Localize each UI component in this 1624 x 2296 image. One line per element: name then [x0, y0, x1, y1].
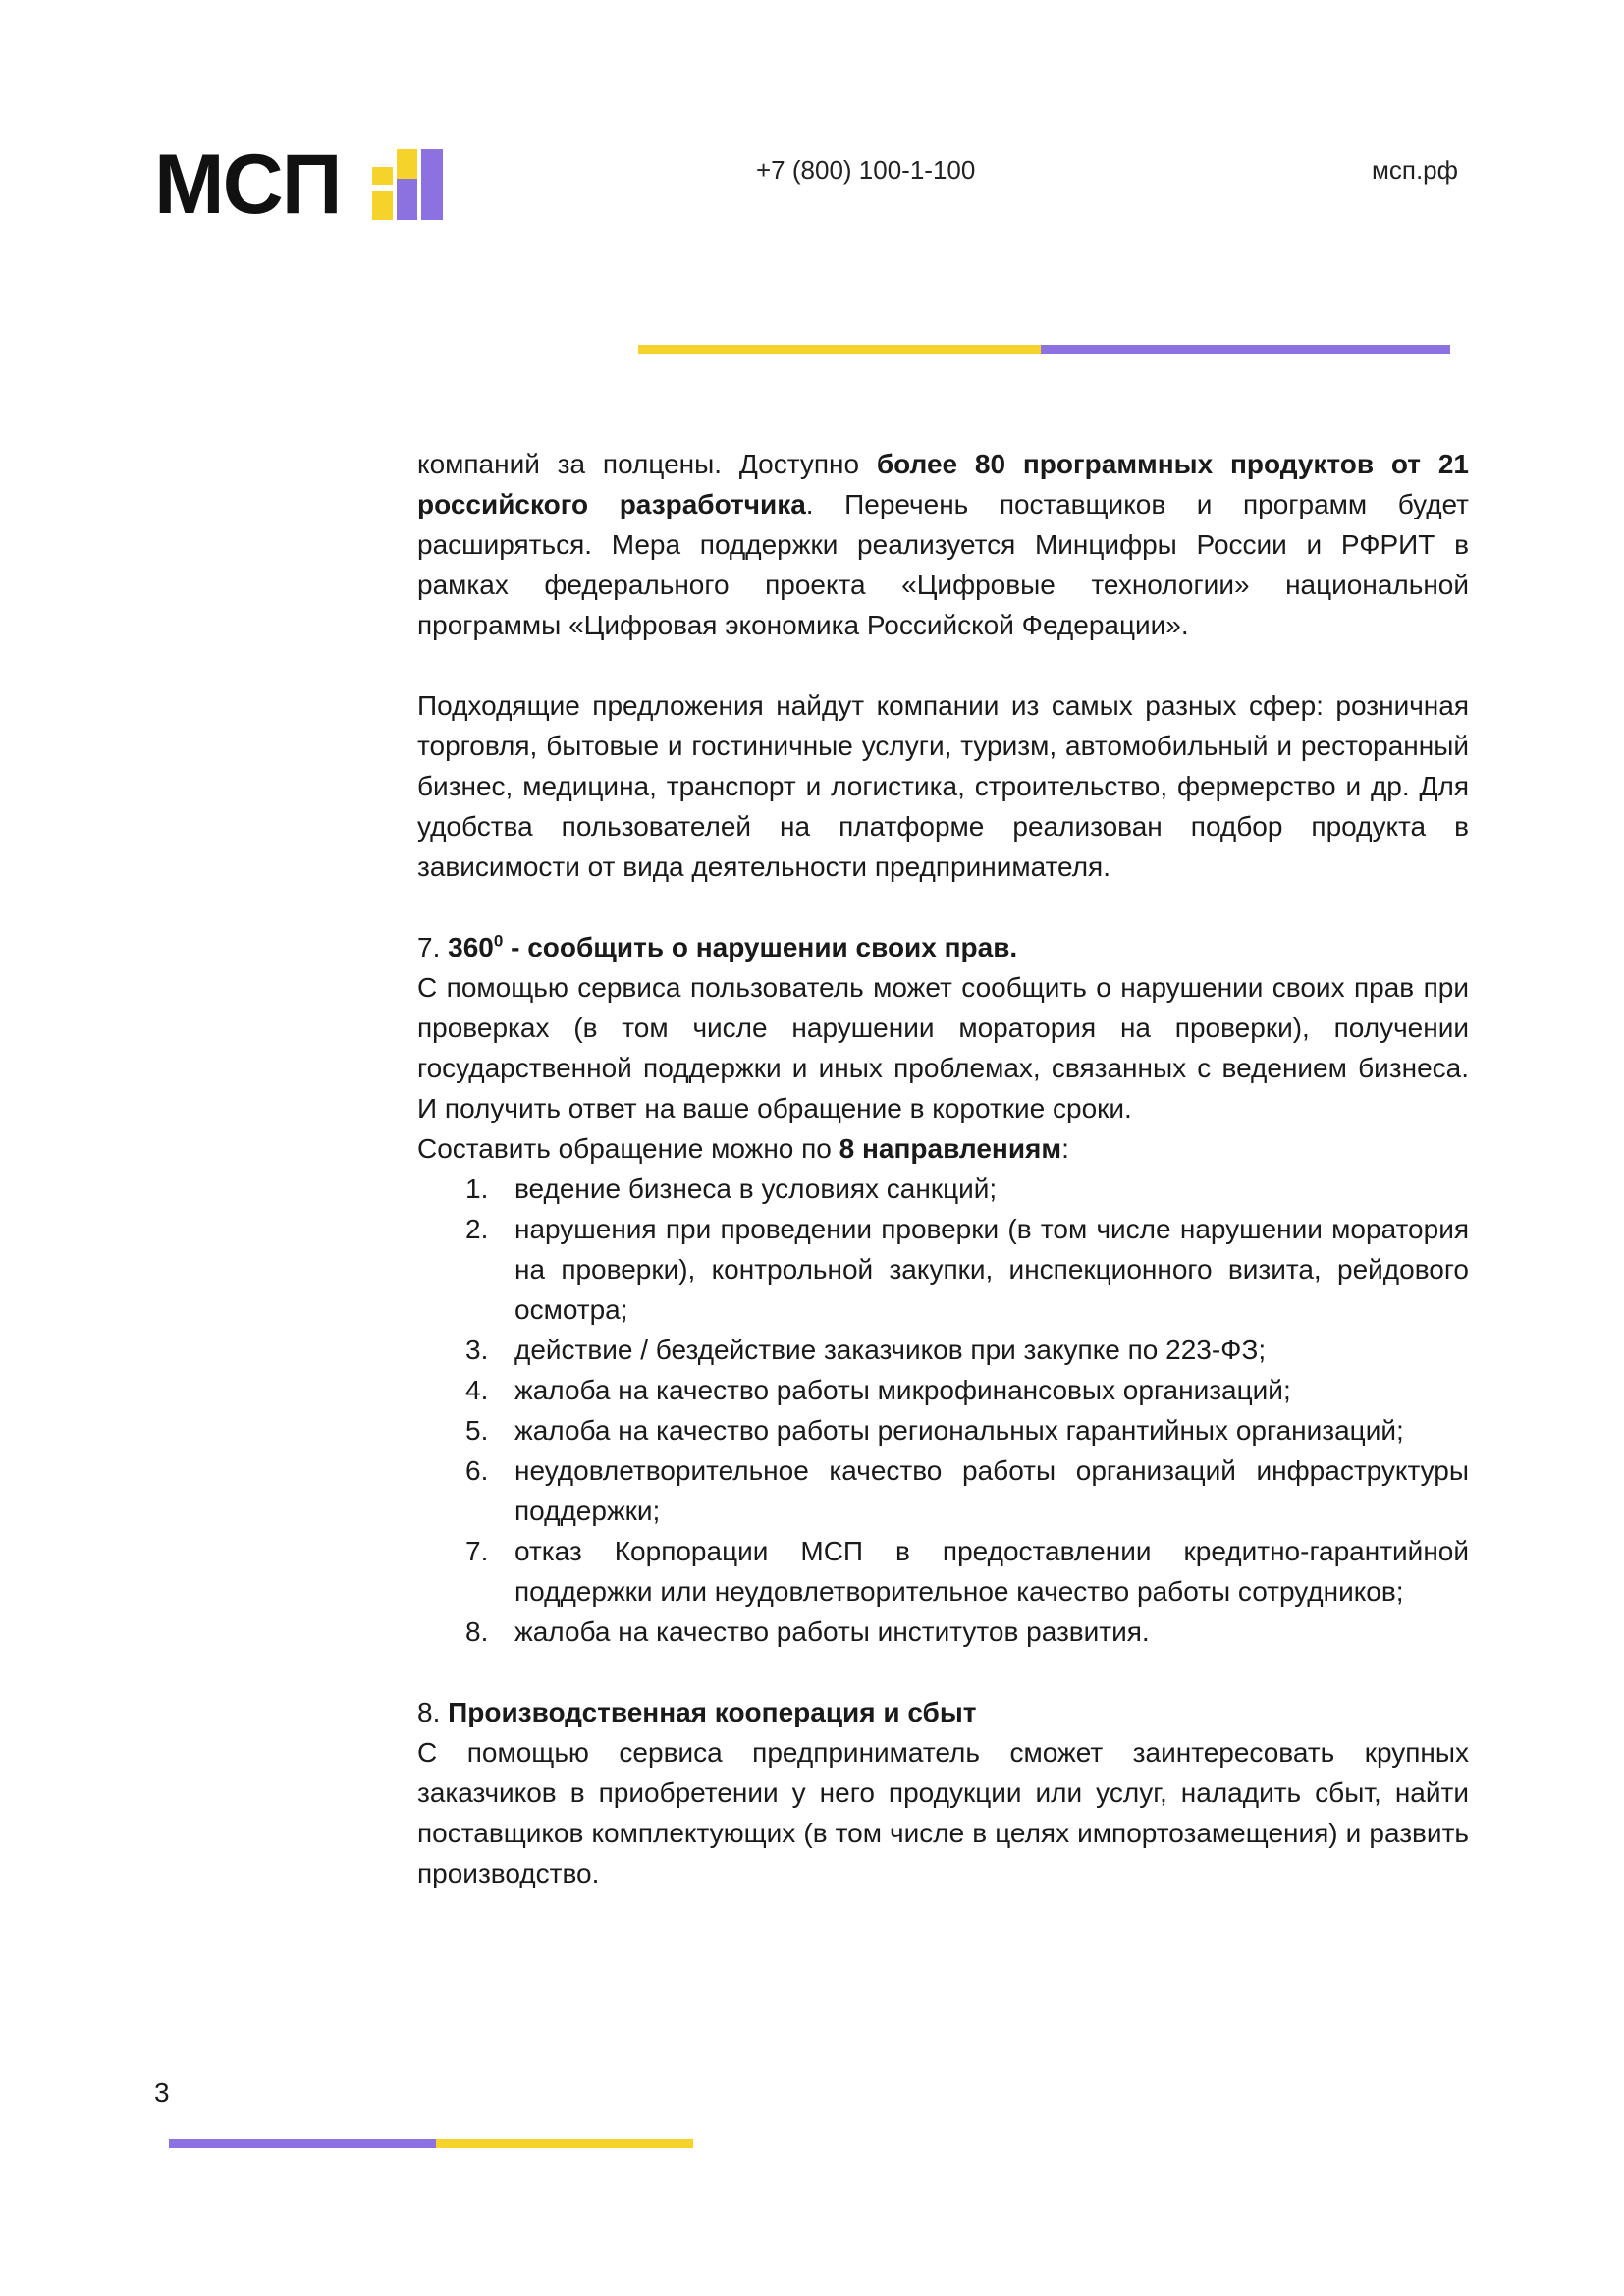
- text: компаний за полцены. Доступно: [417, 449, 877, 479]
- list-item-number: 2.: [465, 1214, 489, 1244]
- section-7-text: С помощью сервиса пользователь может сообщить о нарушении своих прав при проверках (в том числе нарушении моратория на проверки), получении государственной поддержки и иных проблемах, связанных с ведением бизнеса. И получить ответ на ваше обращение в короткие сроки.: [417, 972, 1469, 1123]
- list-item-text: нарушения при проведении проверки (в том числе нарушении моратория на проверки), контрольной закупки, инспекционного визита, рейдового осмотра;: [514, 1214, 1469, 1325]
- logo-mark-icon: [372, 149, 443, 220]
- text: :: [1061, 1133, 1069, 1164]
- list-item-number: 5.: [465, 1415, 489, 1446]
- heading-text: - сообщить о нарушении своих прав.: [503, 932, 1018, 962]
- list-item-number: 3.: [465, 1335, 489, 1365]
- paragraph-2: Подходящие предложения найдут компании из самых разных сфер: розничная торговля, бытовые и гостиничные услуги, туризм, автомобильный и ресторанный бизнес, медицина, транспорт и логистика, строительство, фермерство и др. Для удобства пользователей на платформе реализован подбор продукта в зависимости от вида деятельности предпринимателя.: [417, 690, 1469, 882]
- header-divider-yellow: [638, 345, 1041, 354]
- list-item: [417, 1169, 1469, 1209]
- list-item: [417, 1450, 1469, 1531]
- site-url: мсп.рф: [1372, 155, 1459, 185]
- list-item-text: отказ Корпорации МСП в предоставлении кредитно-гарантийной поддержки или неудовлетворительное качество работы сотрудников;: [514, 1536, 1469, 1607]
- paragraph-1: [417, 444, 1469, 645]
- list-item: [417, 1410, 1469, 1450]
- list-item: [417, 1370, 1469, 1410]
- page-number: 3: [154, 2077, 170, 2107]
- heading-text: Производственная кооперация и сбыт: [448, 1697, 977, 1727]
- list-item: [417, 1612, 1469, 1652]
- list-item-number: 6.: [465, 1455, 489, 1486]
- list-item-number: 1.: [465, 1174, 489, 1204]
- document-body: [417, 444, 1469, 1893]
- list-item-text: жалоба на качество работы региональных гарантийных организаций;: [514, 1415, 1404, 1446]
- heading-text: 360: [448, 932, 494, 962]
- bold-text: более 80 программных продуктов от 21 российского разработчика: [417, 449, 1469, 519]
- list-item: [417, 1330, 1469, 1370]
- section-7-list: [417, 1169, 1469, 1652]
- list-item-text: жалоба на качество работы институтов развития.: [514, 1616, 1150, 1647]
- list-item: [417, 1209, 1469, 1330]
- text: . Перечень поставщиков и программ будет расширяться. Мера поддержки реализуется Минцифры России и РФРИТ в рамках федерального проекта «Цифровые технологии» национальной программы «Цифровая экономика Российской Федерации».: [417, 489, 1470, 640]
- heading-superscript: 0: [493, 931, 504, 951]
- list-item: [417, 1531, 1469, 1612]
- list-item-text: ведение бизнеса в условиях санкций;: [514, 1174, 998, 1204]
- section-8-heading: [417, 1692, 1469, 1732]
- logo-text: МСП: [154, 137, 341, 232]
- section-number: 7.: [417, 932, 449, 962]
- list-item-number: 8.: [465, 1616, 489, 1647]
- text: Составить обращение можно по: [417, 1133, 839, 1164]
- phone-number: +7 (800) 100-1-100: [756, 155, 976, 185]
- section-7-heading: [417, 927, 1469, 967]
- list-item-text: действие / бездействие заказчиков при закупке по 223-ФЗ;: [514, 1335, 1267, 1365]
- section-number: 8.: [417, 1697, 449, 1727]
- bold-text: 8 направлениям: [839, 1133, 1062, 1164]
- list-item-number: 7.: [465, 1536, 489, 1566]
- header-divider-purple: [1041, 345, 1450, 354]
- logo: [154, 137, 443, 232]
- list-item-text: жалоба на качество работы микрофинансовых организаций;: [514, 1375, 1291, 1405]
- section-7-intro: [417, 1128, 1469, 1169]
- section-8-text: С помощью сервиса предприниматель сможет заинтересовать крупных заказчиков в приобретении у него продукции или услуг, наладить сбыт, найти поставщиков комплектующих (в том числе в целях импортозамещения) и развить производство.: [417, 1737, 1469, 1888]
- list-item-number: 4.: [465, 1375, 489, 1405]
- list-item-text: неудовлетворительное качество работы организаций инфраструктуры поддержки;: [514, 1455, 1469, 1526]
- footer-divider-purple: [169, 2139, 436, 2148]
- footer-divider-yellow: [436, 2139, 693, 2148]
